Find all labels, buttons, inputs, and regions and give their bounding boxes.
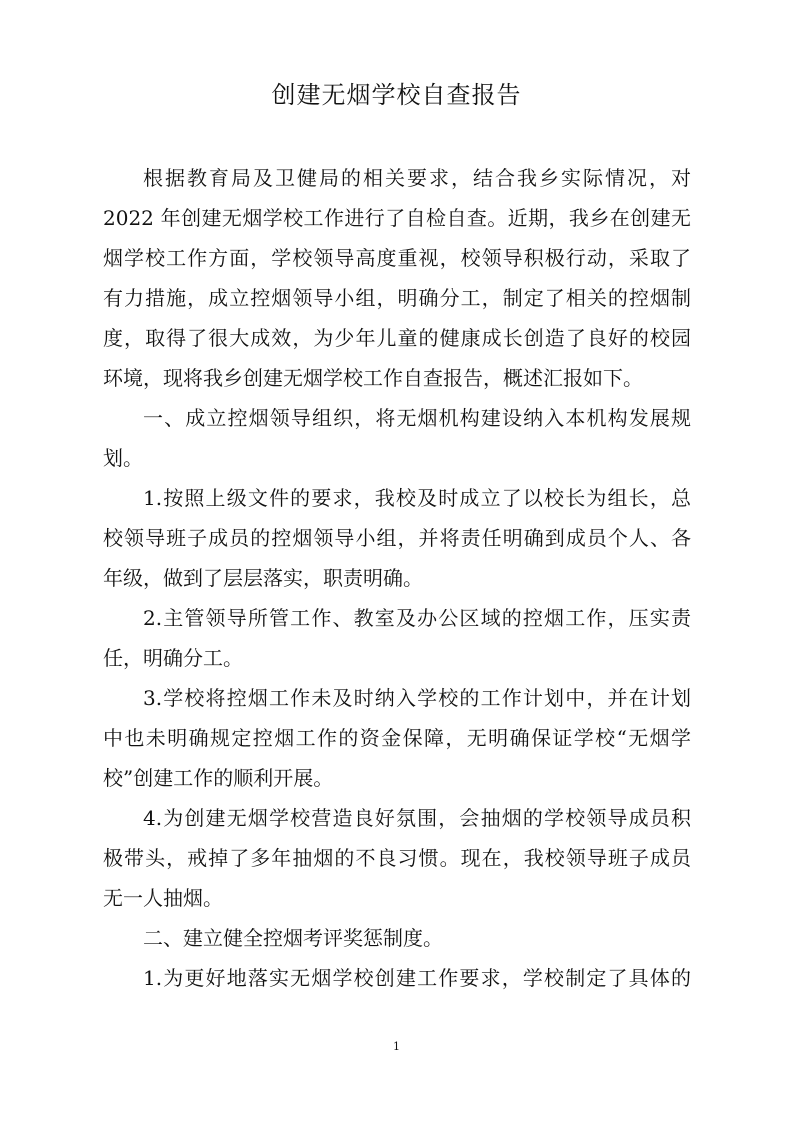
text-line: 1.按照上级文件的要求，我校及时成立了以校长为组长，总 <box>143 486 691 510</box>
document-title: 创建无烟学校自查报告 <box>271 81 522 109</box>
document-body <box>103 158 691 998</box>
text-line: 根据教育局及卫健局的相关要求，结合我乡实际情况，对 <box>143 166 691 190</box>
text-line: 任，明确分工。 <box>103 646 243 670</box>
text-line: 有力措施，成立控烟领导小组，明确分工，制定了相关的控烟制 <box>103 286 691 310</box>
text-line: 划。 <box>103 446 143 470</box>
text-line: 校领导班子成员的控烟领导小组，并将责任明确到成员个人、各 <box>103 526 691 550</box>
text-line: 校”创建工作的顺利开展。 <box>103 766 334 790</box>
text-line: 二、建立健全控烟考评奖惩制度。 <box>143 926 443 950</box>
text-line: 中也未明确规定控烟工作的资金保障，无明确保证学校“无烟学 <box>103 726 691 750</box>
text-line: 3.学校将控烟工作未及时纳入学校的工作计划中，并在计划 <box>143 686 691 710</box>
text-line: 环境，现将我乡创建无烟学校工作自查报告，概述汇报如下。 <box>103 366 643 390</box>
text-line: 2.主管领导所管工作、教室及办公区域的控烟工作，压实责 <box>143 606 691 630</box>
text-line: 4.为创建无烟学校营造良好氛围，会抽烟的学校领导成员积 <box>143 806 691 830</box>
page-number: 1 <box>393 1040 400 1053</box>
text-line: 一、成立控烟领导组织，将无烟机构建设纳入本机构发展规 <box>143 406 691 430</box>
text-line: 1.为更好地落实无烟学校创建工作要求，学校制定了具体的 <box>143 966 691 990</box>
text-line: 极带头，戒掉了多年抽烟的不良习惯。现在，我校领导班子成员 <box>103 846 691 870</box>
text-line: 烟学校工作方面，学校领导高度重视，校领导积极行动，采取了 <box>103 246 691 270</box>
text-line: 年级，做到了层层落实，职责明确。 <box>103 566 423 590</box>
text-line: 2022 年创建无烟学校工作进行了自检自查。近期，我乡在创建无 <box>103 206 691 230</box>
text-line: 度，取得了很大成效，为少年儿童的健康成长创造了良好的校园 <box>103 326 691 350</box>
text-line: 无一人抽烟。 <box>103 886 223 910</box>
